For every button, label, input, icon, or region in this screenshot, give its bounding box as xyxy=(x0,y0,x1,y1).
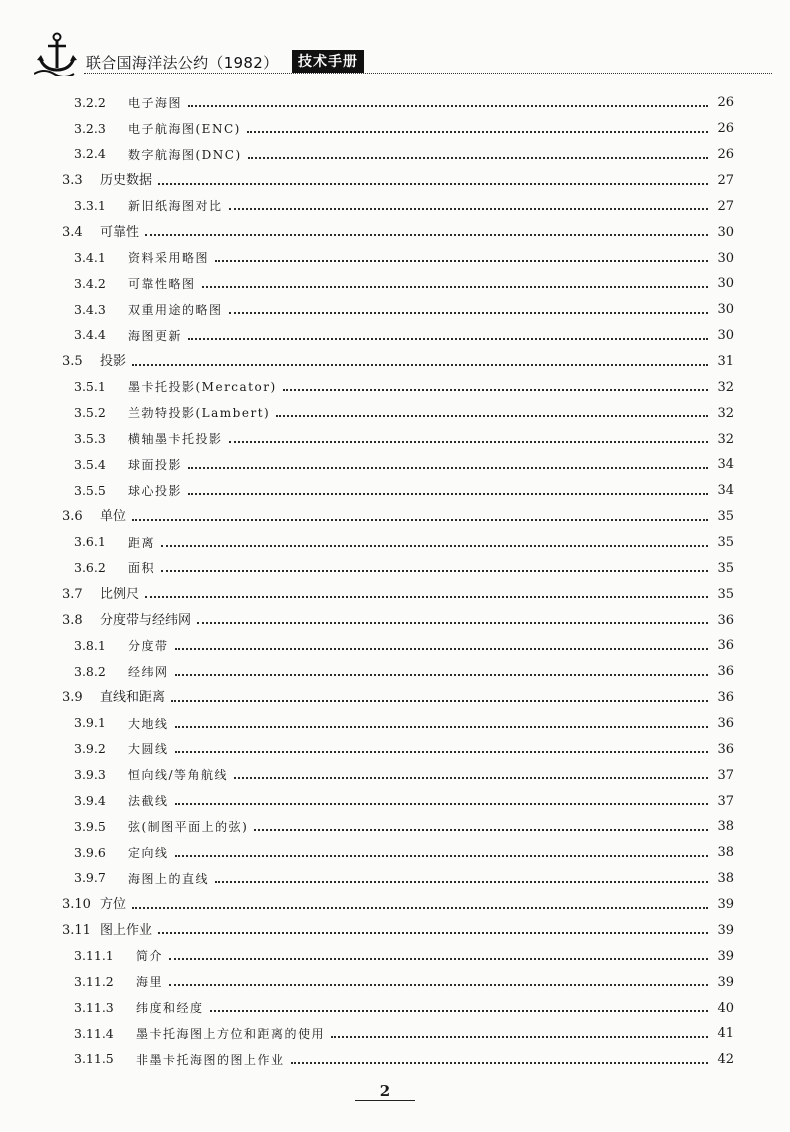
toc-entry-title: 大圆线 xyxy=(128,742,169,757)
toc-entry-title: 可靠性 xyxy=(100,224,140,240)
toc-entry-title: 球心投影 xyxy=(128,483,183,498)
toc-entry-title: 恒向线/等角航线 xyxy=(128,768,229,783)
toc-entry-page: 26 xyxy=(717,121,734,137)
toc-entry-page: 36 xyxy=(717,638,734,654)
toc-entry-title: 大地线 xyxy=(128,716,169,731)
toc-dot-leader xyxy=(331,1036,708,1038)
toc-dot-leader xyxy=(215,260,708,262)
toc-dot-leader xyxy=(247,131,708,133)
toc-entry-page: 27 xyxy=(717,198,734,214)
book-subtitle-tag: 技术手册 xyxy=(292,50,364,73)
toc-dot-leader xyxy=(169,958,708,960)
toc-dot-leader xyxy=(175,855,708,857)
toc-entry-number: 3.9.5 xyxy=(74,818,106,834)
toc-entry-title: 弦(制图平面上的弦) xyxy=(128,819,249,834)
toc-entry[interactable] xyxy=(62,530,734,556)
toc-dot-leader xyxy=(158,183,708,185)
toc-entry-page: 35 xyxy=(717,535,734,551)
toc-dot-leader xyxy=(132,519,708,521)
toc-dot-leader xyxy=(175,726,708,728)
toc-entry-number: 3.2.2 xyxy=(74,94,106,110)
book-title: 联合国海洋法公约（1982） xyxy=(86,54,279,72)
toc-entry-page: 39 xyxy=(717,897,734,913)
toc-entry-title: 面积 xyxy=(128,561,156,576)
toc-entry-number: 3.5.4 xyxy=(74,456,106,472)
toc-entry-number: 3.6.1 xyxy=(74,534,106,550)
toc-entry[interactable] xyxy=(62,452,734,478)
toc-entry-page: 30 xyxy=(717,250,734,266)
toc-entry-title: 分度带 xyxy=(128,638,169,653)
toc-entry[interactable] xyxy=(62,840,734,866)
toc-dot-leader xyxy=(291,1062,708,1064)
toc-dot-leader xyxy=(283,389,708,391)
toc-entry-number: 3.11.3 xyxy=(74,999,114,1015)
toc-entry-number: 3.4.2 xyxy=(74,275,106,291)
toc-entry-page: 36 xyxy=(717,664,734,680)
toc-entry[interactable] xyxy=(62,581,734,607)
toc-entry[interactable] xyxy=(62,555,734,581)
toc-entry-number: 3.9.4 xyxy=(74,792,106,808)
toc-entry[interactable] xyxy=(62,607,734,633)
toc-entry-number: 3.9.2 xyxy=(74,741,106,757)
toc-entry-number: 3.3.1 xyxy=(74,198,106,214)
toc-entry-title: 非墨卡托海图的图上作业 xyxy=(136,1052,285,1067)
toc-entry-title: 方位 xyxy=(100,897,127,913)
toc-entry-title: 海图上的直线 xyxy=(128,871,210,886)
toc-entry-number: 3.4.1 xyxy=(74,249,106,265)
toc-dot-leader xyxy=(175,803,708,805)
toc-entry-page: 35 xyxy=(717,586,734,602)
toc-entry-title: 纬度和经度 xyxy=(136,1001,204,1015)
header-divider xyxy=(84,73,772,74)
toc-entry-title: 历史数据 xyxy=(100,173,153,188)
toc-entry-title: 比例尺 xyxy=(100,586,140,602)
toc-entry-title: 海图更新 xyxy=(128,328,183,343)
toc-dot-leader xyxy=(161,570,708,572)
toc-entry[interactable] xyxy=(62,1021,734,1047)
toc-entry-page: 31 xyxy=(717,354,734,370)
toc-entry-page: 27 xyxy=(717,173,734,188)
toc-dot-leader xyxy=(202,286,708,288)
toc-entry-title: 电子海图 xyxy=(128,95,183,110)
toc-entry[interactable] xyxy=(62,762,734,788)
toc-dot-leader xyxy=(229,208,708,210)
toc-entry-page: 34 xyxy=(717,483,734,499)
toc-entry-title: 横轴墨卡托投影 xyxy=(128,432,223,447)
toc-entry-title: 法截线 xyxy=(128,794,169,809)
toc-entry-page: 35 xyxy=(717,560,734,576)
toc-entry[interactable] xyxy=(62,711,734,737)
toc-entry-page: 30 xyxy=(717,224,734,240)
toc-entry-title: 墨卡托海图上方位和距离的使用 xyxy=(136,1026,326,1041)
toc-dot-leader xyxy=(175,648,708,650)
toc-entry-number: 3.3 xyxy=(62,173,83,188)
toc-entry-number: 3.8.1 xyxy=(74,637,106,653)
toc-entry-page: 39 xyxy=(717,974,734,990)
toc-entry-title: 经纬网 xyxy=(128,664,169,679)
toc-entry-number: 3.5 xyxy=(62,354,83,370)
toc-entry-number: 3.5.2 xyxy=(74,404,106,420)
toc-entry-number: 3.9.6 xyxy=(74,844,106,860)
toc-entry-number: 3.4 xyxy=(62,224,83,240)
toc-dot-leader xyxy=(158,932,708,934)
toc-entry-number: 3.9 xyxy=(62,690,83,706)
toc-entry-page: 30 xyxy=(717,302,734,318)
toc-entry[interactable] xyxy=(62,659,734,685)
toc-dot-leader xyxy=(175,674,708,676)
toc-entry[interactable] xyxy=(62,400,734,426)
toc-dot-leader xyxy=(145,234,708,236)
toc-entry[interactable] xyxy=(62,943,734,969)
toc-entry-title: 投影 xyxy=(100,354,127,370)
toc-entry[interactable] xyxy=(62,633,734,659)
toc-entry-number: 3.9.1 xyxy=(74,715,106,731)
toc-dot-leader xyxy=(132,364,708,366)
toc-dot-leader xyxy=(161,545,708,547)
toc-entry-title: 资料采用略图 xyxy=(128,251,210,266)
toc-entry-page: 36 xyxy=(717,741,734,757)
page-number: 2 xyxy=(379,1082,391,1100)
toc-entry[interactable] xyxy=(62,271,734,297)
toc-entry[interactable] xyxy=(62,504,734,530)
toc-entry-number: 3.11.1 xyxy=(74,948,114,964)
toc-entry-number: 3.4.3 xyxy=(74,301,106,317)
toc-entry-number: 3.11.2 xyxy=(74,973,114,989)
toc-entry-page: 38 xyxy=(717,819,734,835)
toc-entry-page: 39 xyxy=(717,948,734,964)
toc-entry-number: 3.2.3 xyxy=(74,120,106,136)
toc-entry-number: 3.8 xyxy=(62,612,83,628)
toc-entry-title: 分度带与经纬网 xyxy=(100,612,192,628)
toc-entry-title: 新旧纸海图对比 xyxy=(128,199,223,214)
toc-entry-title: 双重用途的略图 xyxy=(128,302,223,317)
toc-entry[interactable] xyxy=(62,478,734,504)
toc-entry[interactable] xyxy=(62,995,734,1021)
toc-entry[interactable] xyxy=(62,426,734,452)
toc-entry-page: 30 xyxy=(717,276,734,292)
toc-entry-page: 37 xyxy=(717,767,734,783)
toc-dot-leader xyxy=(188,338,708,340)
toc-entry-page: 37 xyxy=(717,793,734,809)
toc-entry-title: 兰勃特投影(Lambert) xyxy=(128,406,271,421)
toc-entry-number: 3.8.2 xyxy=(74,663,106,679)
toc-entry[interactable] xyxy=(62,814,734,840)
toc-dot-leader xyxy=(188,467,708,469)
toc-entry[interactable] xyxy=(62,1047,734,1073)
toc-entry[interactable] xyxy=(62,90,734,116)
running-header xyxy=(34,28,734,78)
toc-dot-leader xyxy=(188,493,708,495)
toc-entry[interactable] xyxy=(62,323,734,349)
toc-entry-page: 26 xyxy=(717,147,734,163)
toc-entry-number: 3.11.4 xyxy=(74,1025,114,1041)
toc-entry[interactable] xyxy=(62,245,734,271)
toc-entry-title: 可靠性略图 xyxy=(128,276,196,291)
toc-entry-page: 39 xyxy=(717,922,734,938)
toc-entry-title: 图上作业 xyxy=(100,922,153,938)
toc-entry[interactable] xyxy=(62,349,734,375)
toc-entry-number: 3.11 xyxy=(62,922,91,938)
toc-entry-page: 26 xyxy=(717,95,734,111)
toc-entry[interactable] xyxy=(62,685,734,711)
toc-dot-leader xyxy=(234,777,708,779)
toc-entry-number: 3.9.7 xyxy=(74,870,106,886)
toc-entry-number: 3.6 xyxy=(62,509,83,525)
toc-entry-number: 3.10 xyxy=(62,897,91,913)
toc-entry[interactable] xyxy=(62,219,734,245)
toc-entry-title: 墨卡托投影(Mercator) xyxy=(128,380,277,395)
toc-entry-page: 42 xyxy=(717,1052,734,1068)
toc-entry-title: 电子航海图(ENC) xyxy=(128,121,241,136)
toc-entry-number: 3.5.1 xyxy=(74,379,106,395)
toc-entry-title: 定向线 xyxy=(128,845,169,860)
toc-dot-leader xyxy=(145,596,708,598)
toc-entry-page: 36 xyxy=(717,716,734,732)
toc-dot-leader xyxy=(132,907,708,909)
toc-entry-page: 32 xyxy=(717,379,734,395)
toc-entry-page: 41 xyxy=(717,1026,734,1042)
anchor-icon xyxy=(34,30,80,76)
toc-dot-leader xyxy=(169,984,708,986)
toc-entry-page: 38 xyxy=(717,871,734,887)
toc-entry-title: 球面投影 xyxy=(128,457,183,472)
toc-entry-page: 34 xyxy=(717,457,734,473)
toc-dot-leader xyxy=(175,751,708,753)
toc-dot-leader xyxy=(276,415,708,417)
toc-dot-leader xyxy=(215,881,708,883)
toc-entry-number: 3.9.3 xyxy=(74,767,106,783)
toc-entry-page: 30 xyxy=(717,328,734,344)
toc-entry-number: 3.4.4 xyxy=(74,327,106,343)
toc-entry[interactable] xyxy=(62,297,734,323)
toc-dot-leader xyxy=(210,1010,708,1012)
toc-entry[interactable] xyxy=(62,788,734,814)
toc-entry-title: 海里 xyxy=(136,975,164,990)
toc-entry-title: 简介 xyxy=(136,949,164,964)
toc-entry-title: 直线和距离 xyxy=(100,690,166,706)
toc-entry-page: 36 xyxy=(717,612,734,628)
toc-entry[interactable] xyxy=(62,918,734,944)
toc-entry[interactable] xyxy=(62,374,734,400)
toc-entry-title: 单位 xyxy=(100,509,127,525)
toc-entry-number: 3.7 xyxy=(62,586,83,602)
toc-entry-title: 数字航海图(DNC) xyxy=(128,147,242,162)
toc-dot-leader xyxy=(229,312,708,314)
toc-dot-leader xyxy=(197,622,708,624)
toc-entry[interactable] xyxy=(62,116,734,142)
toc-dot-leader xyxy=(254,829,708,831)
toc-entry-page: 35 xyxy=(717,509,734,525)
page-number-underline xyxy=(355,1100,415,1101)
toc-entry[interactable] xyxy=(62,969,734,995)
toc-entry[interactable] xyxy=(62,736,734,762)
toc-entry-page: 38 xyxy=(717,845,734,861)
toc-dot-leader xyxy=(248,157,708,159)
toc-entry-number: 3.5.5 xyxy=(74,482,106,498)
toc-entry[interactable] xyxy=(62,142,734,168)
toc-entry-title: 距离 xyxy=(128,535,156,550)
toc-entry[interactable] xyxy=(62,168,734,194)
toc-dot-leader xyxy=(229,441,708,443)
toc-entry[interactable] xyxy=(62,892,734,918)
toc-entry-number: 3.2.4 xyxy=(74,146,106,162)
toc-entry[interactable] xyxy=(62,866,734,892)
toc-entry[interactable] xyxy=(62,193,734,219)
toc-entry-page: 40 xyxy=(717,1000,734,1016)
toc-entry-page: 36 xyxy=(717,690,734,706)
toc-entry-page: 32 xyxy=(717,405,734,421)
toc-dot-leader xyxy=(188,105,708,107)
toc-dot-leader xyxy=(171,700,708,702)
toc-entry-number: 3.6.2 xyxy=(74,560,106,576)
toc-entry-number: 3.11.5 xyxy=(74,1051,114,1067)
toc-entry-number: 3.5.3 xyxy=(74,430,106,446)
toc-entry-page: 32 xyxy=(717,431,734,447)
table-of-contents xyxy=(62,90,734,1073)
